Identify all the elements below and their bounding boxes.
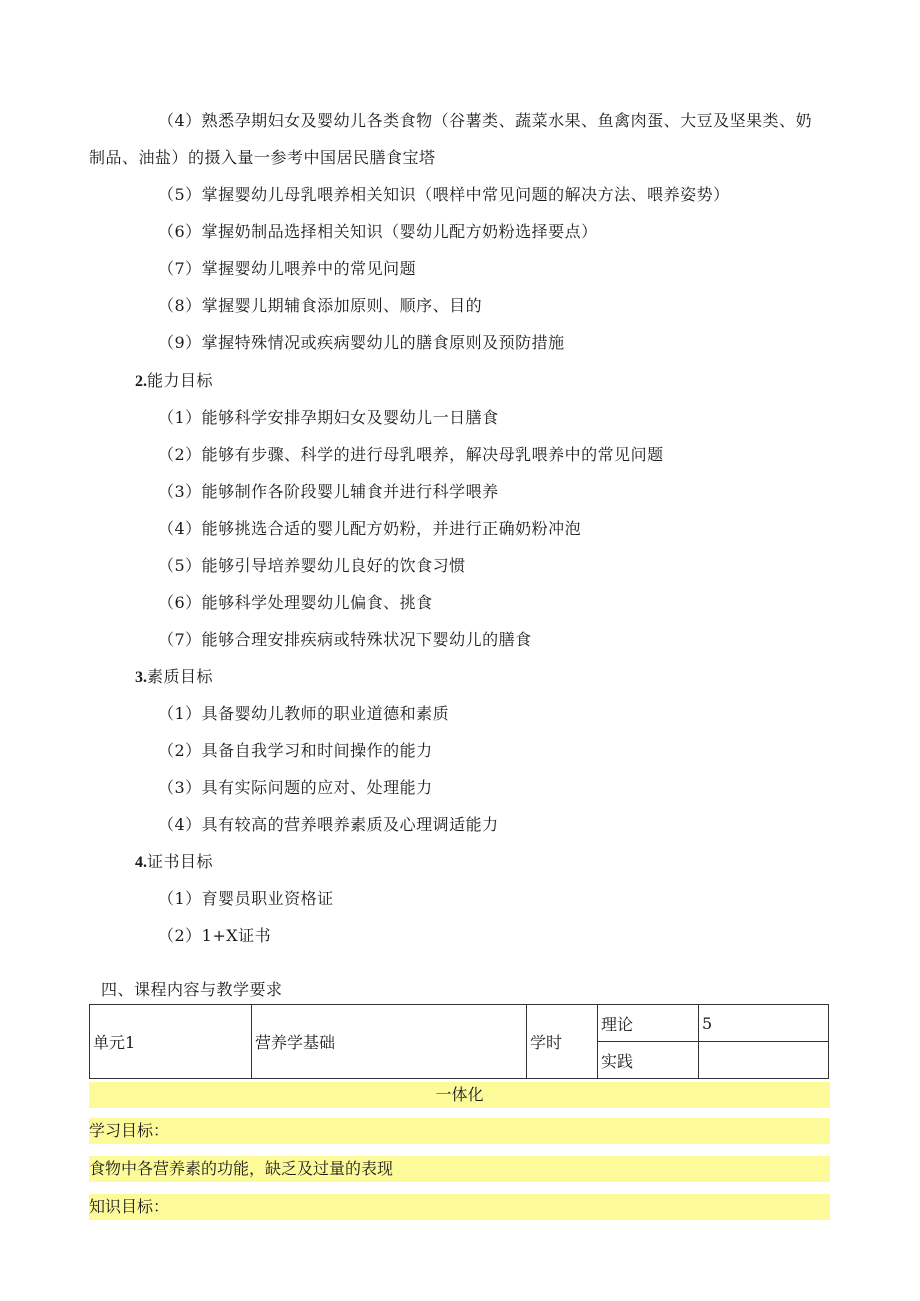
ability-item: （1）能够科学安排孕期妇女及婴幼儿一日膳食: [158, 408, 499, 427]
quality-item: （3）具有实际问题的应对、处理能力: [158, 778, 433, 797]
knowledge-item-5: （5）掌握婴幼儿母乳喂养相关知识（喂样中常见问题的解决方法、喂养姿势）: [158, 185, 730, 204]
integrated-band: [89, 1082, 830, 1108]
certificate-heading: [135, 851, 213, 874]
nutrient-band: [89, 1156, 830, 1182]
knowledge-item-4-line1: （4）熟悉孕期妇女及婴幼儿各类食物（谷薯类、蔬菜水果、鱼禽肉蛋、大豆及坚果类、奶: [158, 111, 813, 130]
knowledge-item-8: （8）掌握婴儿期辅食添加原则、顺序、目的: [158, 296, 483, 315]
knowledge-item-7: （7）掌握婴幼儿喂养中的常见问题: [158, 259, 417, 278]
learning-goal-text: 学习目标：: [89, 1121, 170, 1140]
quality-item: （4）具有较高的营养喂养素质及心理调适能力: [158, 815, 499, 834]
theory-value-cell: 5: [699, 1005, 829, 1042]
quality-heading: [135, 666, 213, 689]
ability-heading-num: 2.: [135, 373, 147, 390]
section-4-title: 四、课程内容与教学要求: [101, 980, 283, 999]
integrated-text: 一体化: [435, 1085, 484, 1104]
ability-item: （5）能够引导培养婴幼儿良好的饮食习惯: [158, 556, 466, 575]
ability-item: （7）能够合理安排疾病或特殊状况下婴幼儿的膳食: [158, 630, 532, 649]
ability-item: （3）能够制作各阶段婴儿辅食并进行科学喂养: [158, 482, 499, 501]
knowledge-item-4-line2: 制品、油盐）的摄入量一参考中国居民膳食宝塔: [89, 148, 436, 167]
quality-item: （1）具备婴幼儿教师的职业道德和素质: [158, 704, 450, 723]
knowledge-item-6: （6）掌握奶制品选择相关知识（婴幼儿配方奶粉选择要点）: [158, 222, 598, 241]
practice-label-cell: 实践: [598, 1042, 699, 1079]
learning-goal-band: [89, 1118, 830, 1144]
knowledge-goal-band: [89, 1194, 830, 1220]
quality-heading-text: 素质目标: [147, 667, 214, 686]
theory-label-cell: 理论: [598, 1005, 699, 1042]
certificate-item: （1）育婴员职业资格证: [158, 889, 334, 908]
unit-number-cell: 单元1: [90, 1005, 252, 1079]
quality-item: （2）具备自我学习和时间操作的能力: [158, 741, 433, 760]
knowledge-goal-text: 知识目标：: [89, 1197, 170, 1216]
ability-heading: [135, 370, 213, 393]
certificate-item: （2）1+X证书: [158, 926, 272, 945]
nutrient-text: 食物中各营养素的功能，缺乏及过量的表现: [89, 1159, 394, 1178]
certificate-heading-num: 4.: [135, 854, 147, 871]
hours-label-cell: 学时: [527, 1005, 598, 1079]
ability-heading-text: 能力目标: [147, 371, 214, 390]
ability-item: （2）能够有步骤、科学的进行母乳喂养，解决母乳喂养中的常见问题: [158, 445, 664, 464]
practice-value-cell: [699, 1042, 829, 1079]
ability-item: （6）能够科学处理婴幼儿偏食、挑食: [158, 593, 433, 612]
quality-heading-num: 3.: [135, 669, 147, 686]
unit-name-cell: 营养学基础: [252, 1005, 527, 1079]
unit-table: [89, 1004, 829, 1079]
knowledge-item-9: （9）掌握特殊情况或疾病婴幼儿的膳食原则及预防措施: [158, 333, 565, 352]
ability-item: （4）能够挑选合适的婴儿配方奶粉，并进行正确奶粉冲泡: [158, 519, 582, 538]
certificate-heading-text: 证书目标: [147, 852, 214, 871]
